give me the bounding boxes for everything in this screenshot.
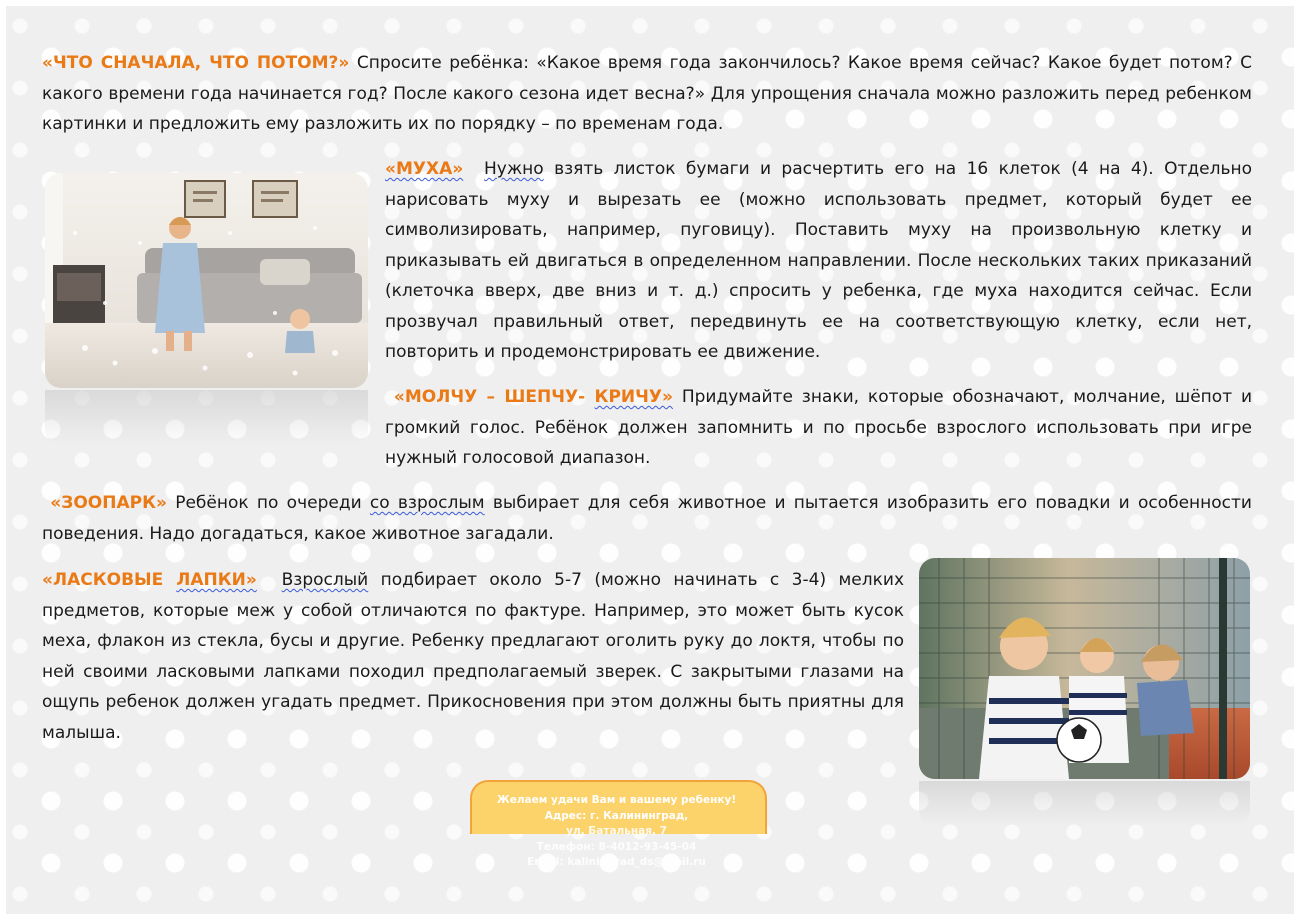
game-fly-paragraph — [385, 154, 1252, 368]
photo2-reflection — [919, 781, 1250, 826]
phone-line — [470, 840, 763, 856]
game-silent-whisper-shout-paragraph — [385, 382, 1252, 474]
phone-label: Телефон: — [536, 840, 595, 853]
game-title-gentle-paws-part1: «ЛАСКОВЫЕ — [42, 570, 177, 590]
street-line: ул. Батальная, 7 — [566, 825, 667, 837]
game-text-zoo-underlined: со взрослым — [369, 493, 485, 513]
game-title-what-first: «ЧТО СНАЧАЛА, ЧТО ПОТОМ?» — [42, 53, 350, 73]
game-text-gentle-paws: подбирает около 5-7 (можно начинать с 3-4) мелких предметов, которые меж у собой отличаются по фактуре. Например, это может быть кусок меха, флакон из стекла, бусы и другие. Ребенку предлагают оголить руку до локтя, чтобы по ней своими ласковыми лапками походил предполагаемый зверек. С закрытыми глазами на ощупь ребенок должен угадать предмет. Прикосновения при этом должны быть приятны для малыша. — [42, 570, 905, 743]
game-text-silent-whisper-shout: Придумайте знаки, которые обозначают, молчание, шёпот и громкий голос. Ребёнок должен запомнить и по просьбе взрослого использовать при игре нужный голосовой диапазон. — [385, 387, 1252, 468]
address-line — [470, 809, 763, 825]
game-what-first-paragraph — [42, 48, 1252, 140]
wish-text: Желаем удачи Вам и вашему ребенку! — [496, 794, 737, 806]
email-line — [470, 855, 763, 871]
address-value: г. Калининград, — [590, 809, 689, 822]
address-label: Адрес: — [544, 809, 587, 822]
game-text-zoo-part2: выбирает для себя животное и пытается изобразить его повадки и особенности поведения. Надо догадаться, какое животное загадали. — [42, 493, 1252, 544]
email-label: Email: — [527, 856, 564, 868]
boys-soccer-photo — [919, 558, 1250, 779]
game-lead-fly: Нужно — [484, 159, 544, 179]
game-title-zoo: «ЗООПАРК» — [50, 493, 167, 513]
phone-value: 8-4012-93-45-04 — [598, 840, 697, 853]
game-title-silent-whisper-shout-part1: «МОЛЧУ – ШЕПЧУ- — [393, 387, 595, 407]
photo1-reflection — [45, 390, 368, 445]
game-text-fly: взять листок бумаги и расчертить его на 16 клеток (4 на 4). Отдельно нарисовать муху и вырезать ее (можно использовать предмет, который будет ее символизировать, например, пуговицу). Поставить муху на произвольную клетку и приказывать ей двигаться в определенном направлении. После нескольких таких приказаний (клеточка вверх, две вниз и т. д.) спросить у ребенка, где муха находится сейчас. Если прозвучал правильный ответ, передвинуть ее на соответствующую клетку, если нет, повторить и продемонстрировать ее движение. — [385, 159, 1252, 362]
game-text-what-first: Спросите ребёнка: «Какое время года закончилось? Какое время сейчас? Какое будет потом? С какого времени года начинается год? После какого сезона идет весна?» Для упрощения сначала можно разложить перед ребенком картинки и предложить ему разложить их по порядку – по временам года. — [42, 53, 1252, 134]
children-feathers-photo — [45, 173, 368, 388]
game-title-fly: «МУХА» — [385, 159, 464, 179]
game-title-silent-whisper-shout-part2: КРИЧУ» — [594, 387, 673, 407]
game-title-gentle-paws-part2: ЛАПКИ» — [176, 570, 257, 590]
game-zoo-paragraph — [42, 488, 1252, 549]
game-lead-gentle-paws: Взрослый — [281, 570, 369, 590]
game-gentle-paws-paragraph — [42, 565, 904, 748]
email-value: kaliningrad_ds@mail.ru — [567, 856, 706, 868]
game-text-zoo-part1: Ребёнок по очереди — [166, 493, 370, 513]
contact-info-text — [470, 793, 763, 871]
